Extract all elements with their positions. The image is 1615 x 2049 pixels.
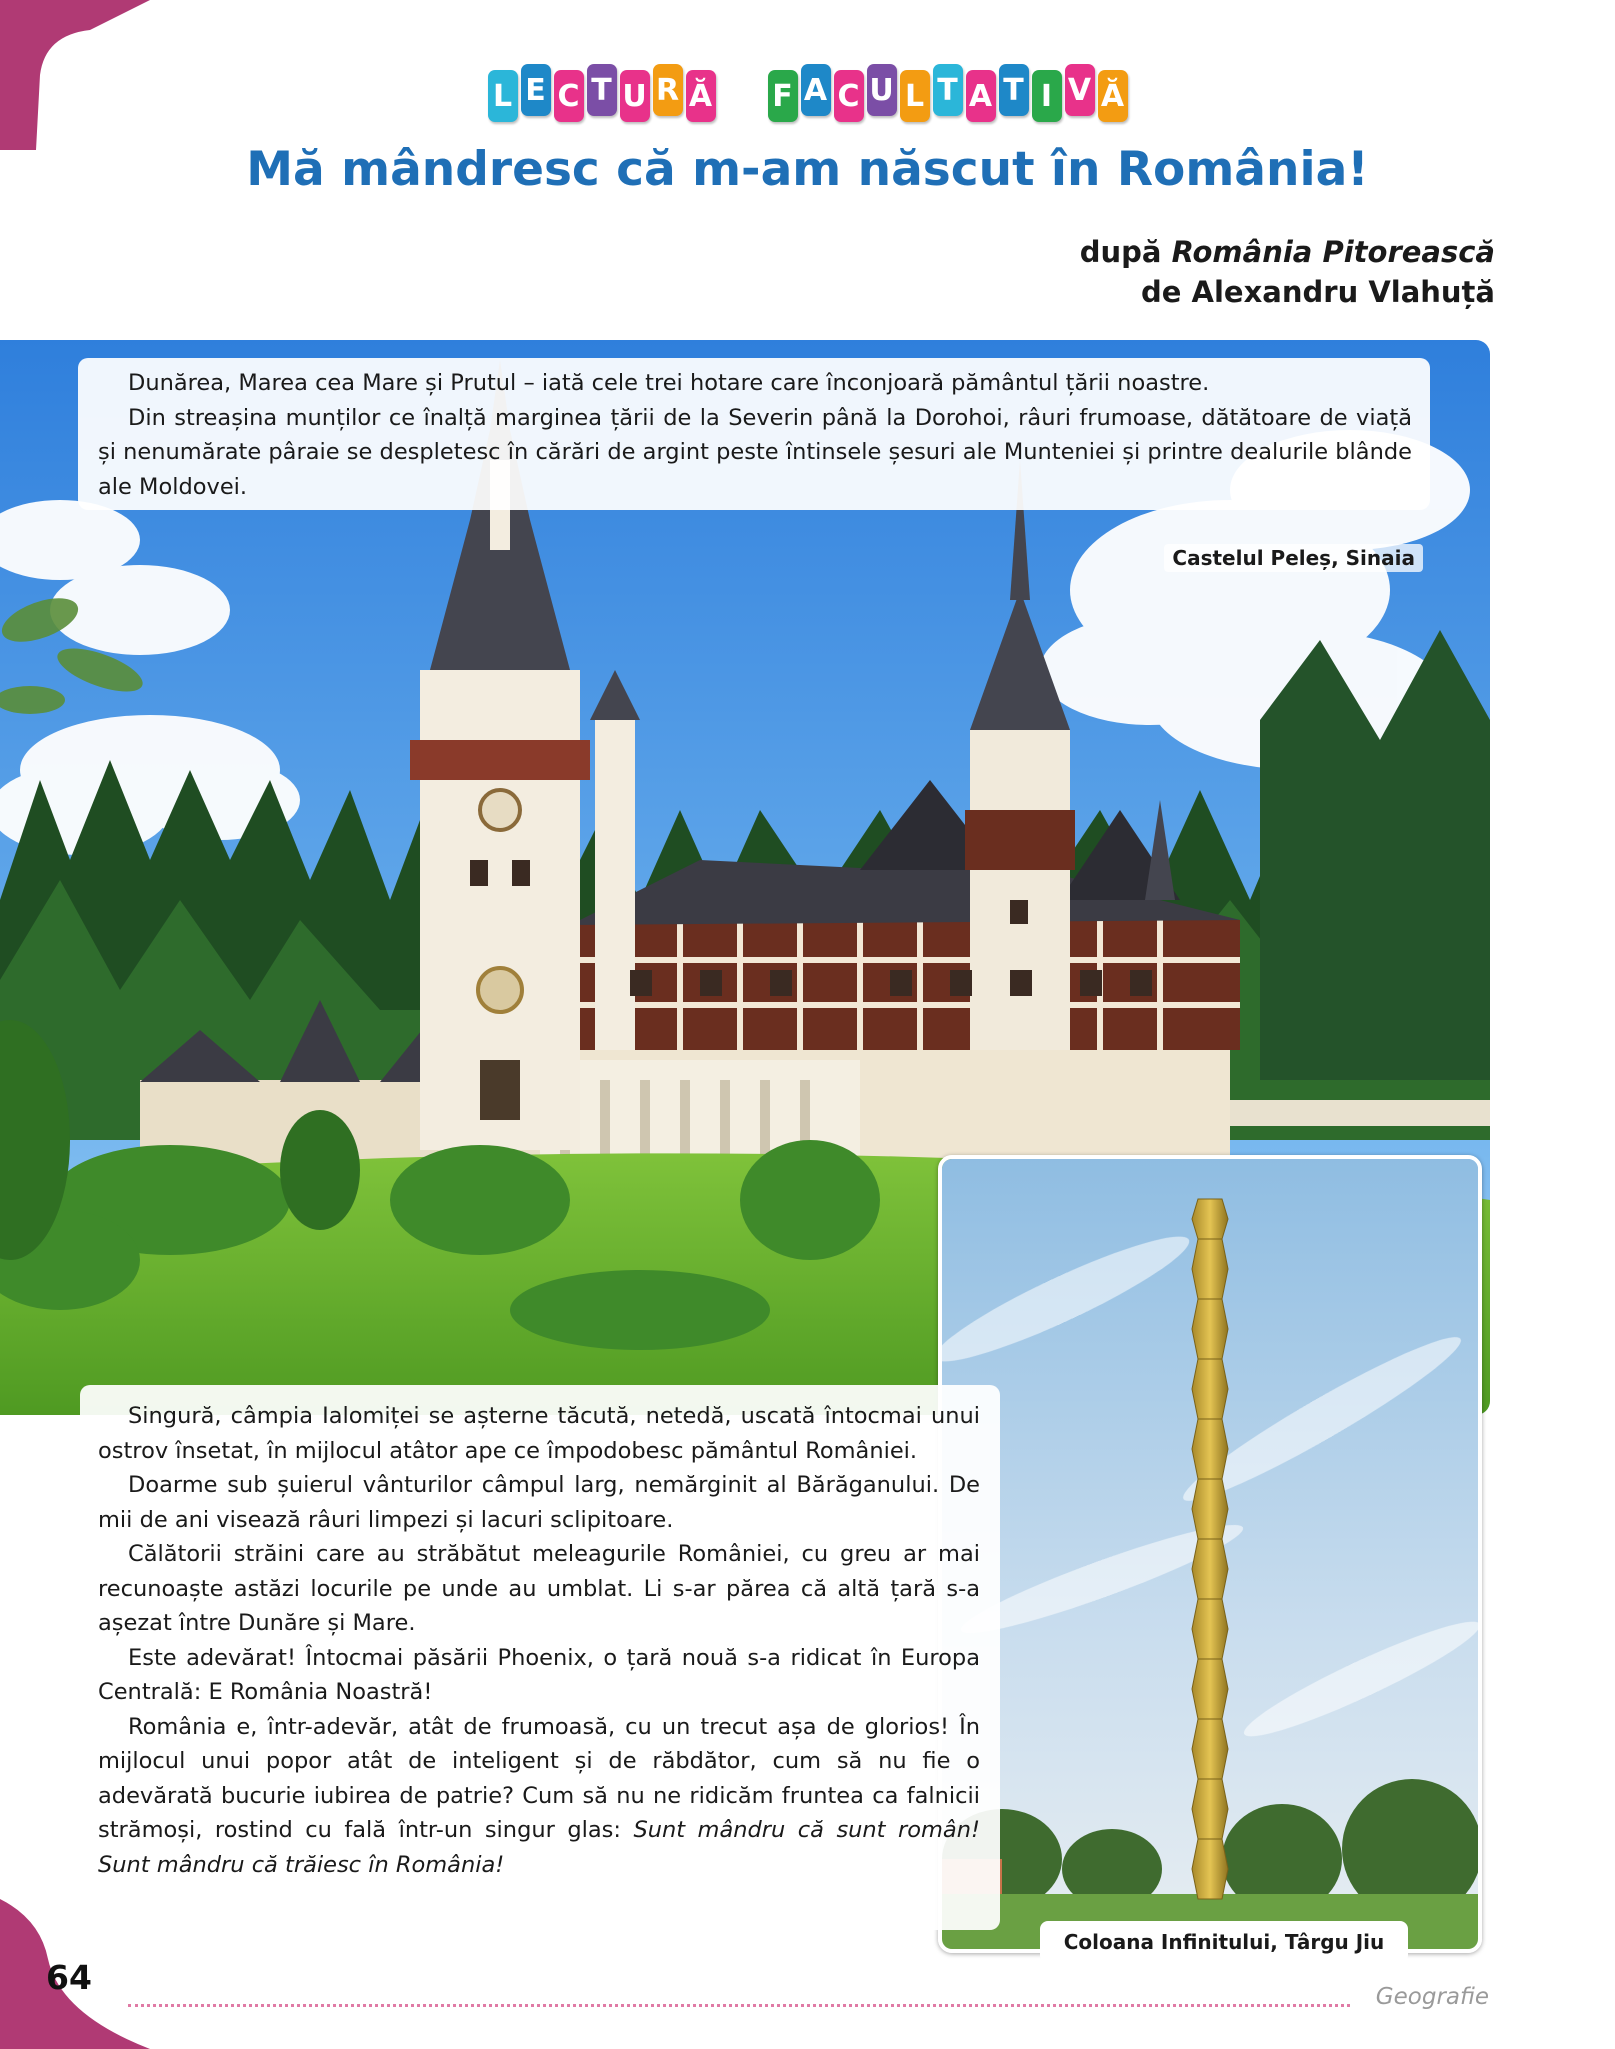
badge-letter-tile: T (933, 64, 963, 116)
badge-letter-tile: C (554, 70, 584, 122)
badge-letter-tile: F (768, 70, 798, 122)
badge-letter-tile: E (521, 64, 551, 116)
body-paragraph-2: Doarme sub șuierul vânturilor câmpul larg, nemărginit al Bărăganului. De mii de ani visează râuri limpezi și lacuri sclipitoare. (98, 1472, 980, 1533)
intro-paragraph-1: Dunărea, Marea cea Mare și Prutul – iată cele trei hotare care înconjoară pământul țării noastre. (128, 370, 1210, 396)
body-paragraph-3: Călătorii străini care au străbătut meleagurile României, cu greu ar mai recunoaște astăzi locurile pe unde au umblat. Li s-ar părea că altă țară s-a așezat între Dunăre și Mare. (98, 1541, 980, 1636)
badge-letter-tile: A (801, 64, 831, 116)
peles-caption: Castelul Peleș, Sinaia (1164, 544, 1423, 572)
badge-letter-tile: U (620, 70, 650, 122)
source-book-line (1080, 232, 1495, 272)
badge-word-2 (768, 64, 1128, 122)
source-author: de Alexandru Vlahuță (1141, 275, 1495, 309)
badge-letter-tile: I (1032, 70, 1062, 122)
badge-letter-tile: V (1065, 64, 1095, 116)
badge-letter-tile: R (653, 64, 683, 116)
lectura-facultativa-badge (0, 64, 1615, 122)
source-book-title: România Pitorească (1171, 235, 1495, 269)
footer-divider (128, 2004, 1350, 2007)
badge-letter-tile: Ă (686, 70, 716, 122)
body-paragraph-5 (98, 1710, 980, 1883)
badge-letter-tile: T (587, 64, 617, 116)
body-paragraph-4: Este adevărat! Întocmai păsării Phoenix, o țară nouă s-a ridicat în Europa Centrală: E România Noastră! (98, 1644, 980, 1705)
closing-italic-text: Sunt mândru că sunt român! Sunt mândru că trăiesc în România! (98, 1817, 980, 1878)
page-title: Mă mândresc că m-am născut în România! (246, 142, 1369, 197)
intro-text-box (78, 358, 1430, 510)
badge-word-1 (488, 64, 716, 122)
source-prefix: după (1079, 235, 1162, 269)
badge-letter-tile: U (867, 64, 897, 116)
source-attribution (1080, 232, 1495, 312)
coloana-infinitului-photo (938, 1155, 1482, 1953)
badge-letter-tile: L (900, 70, 930, 122)
coloana-infinitului-illustration (942, 1159, 1478, 1949)
badge-letter-tile: A (966, 70, 996, 122)
badge-letter-tile: T (999, 64, 1029, 116)
badge-letter-tile: Ă (1098, 70, 1128, 122)
page-number: 64 (46, 1958, 92, 1997)
badge-letter-tile: C (834, 70, 864, 122)
intro-paragraph-2: Din streașina munților ce înalță marginea țării de la Severin până la Dorohoi, râuri frumoase, dătătoare de viață și nenumărate pâraie se despletesc în cărări de argint peste întinsele șesuri ale Munteniei și printre dealurile blânde ale Moldovei. (98, 404, 1412, 500)
coloana-caption: Coloana Infinitului, Târgu Jiu (1040, 1921, 1408, 1963)
closing-text: România e, într-adevăr, atât de frumoasă, cu un trecut așa de glorios! În mijlocul unui popor atât de inteligent și de răbdător, cum să nu fie o adevărată bucurie iubirea de patrie? Cum să nu ne ridicăm fruntea ca falnicii strămoși, rostind cu fală într-un singur glas: (98, 1713, 980, 1843)
badge-letter-tile: L (488, 70, 518, 122)
body-paragraph-1: Singură, câmpia Ialomiței se așterne tăcută, netedă, uscată întocmai unui ostrov însetat, în mijlocul atâtor ape ce împodobesc pământul României. (98, 1403, 980, 1464)
body-text-box (80, 1385, 1000, 1930)
footer-subject: Geografie (1375, 1984, 1489, 2010)
